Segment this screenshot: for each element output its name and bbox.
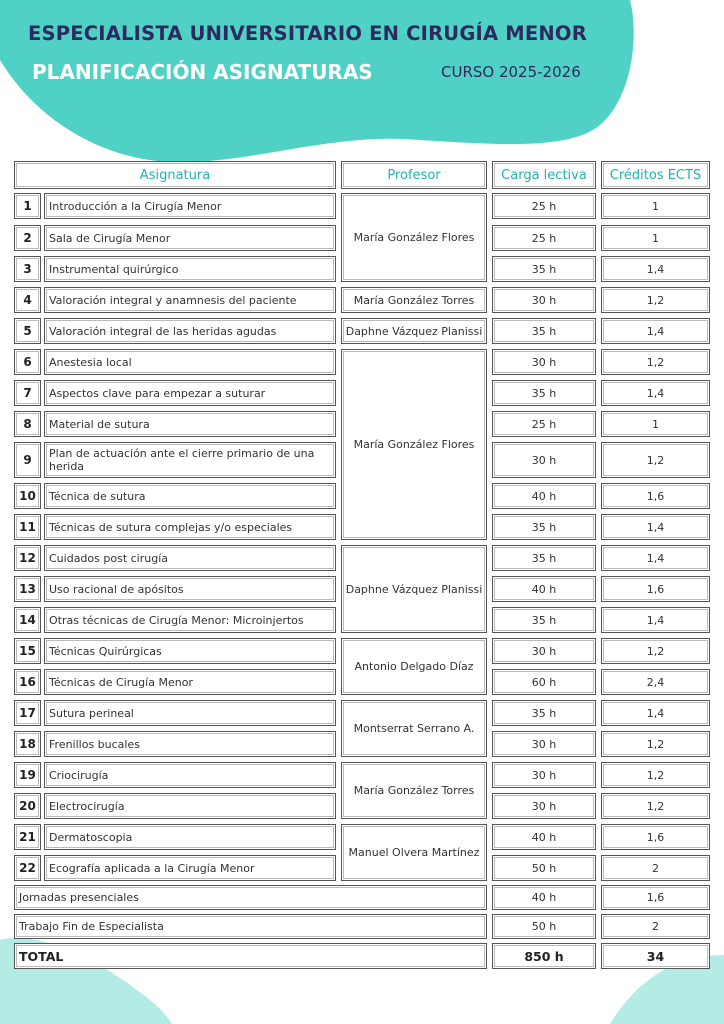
- row-number: 5: [14, 318, 41, 344]
- extra-label: Trabajo Fin de Especialista: [14, 914, 487, 939]
- subject-name: Plan de actuación ante el cierre primario de una herida: [44, 442, 336, 478]
- subject-name: Material de sutura: [44, 411, 336, 437]
- subject-name: Técnicas de sutura complejas y/o especiales: [44, 514, 336, 540]
- ects-cell: 1,2: [601, 762, 710, 788]
- subject-name: Técnicas Quirúrgicas: [44, 638, 336, 664]
- subject-name: Valoración integral y anamnesis del paciente: [44, 287, 336, 313]
- hours-cell: 40 h: [492, 885, 596, 910]
- hours-cell: 30 h: [492, 731, 596, 757]
- row-number: 8: [14, 411, 41, 437]
- ects-cell: 1,4: [601, 700, 710, 726]
- ects-cell: 1,4: [601, 514, 710, 540]
- hours-cell: 30 h: [492, 287, 596, 313]
- row-number: 13: [14, 576, 41, 602]
- row-number: 18: [14, 731, 41, 757]
- subject-name: Uso racional de apósitos: [44, 576, 336, 602]
- column-header: Créditos ECTS: [601, 161, 710, 189]
- hours-cell: 35 h: [492, 607, 596, 633]
- hours-cell: 35 h: [492, 700, 596, 726]
- subject-name: Electrocirugía: [44, 793, 336, 819]
- hours-cell: 30 h: [492, 762, 596, 788]
- row-number: 10: [14, 483, 41, 509]
- subject-name: Otras técnicas de Cirugía Menor: Microinjertos: [44, 607, 336, 633]
- total-ects: 34: [601, 943, 710, 969]
- course-label: CURSO 2025-2026: [441, 63, 581, 81]
- subject-name: Sutura perineal: [44, 700, 336, 726]
- hours-cell: 30 h: [492, 349, 596, 375]
- hours-cell: 40 h: [492, 576, 596, 602]
- professor-cell: Daphne Vázquez Planissi: [341, 545, 487, 633]
- hours-cell: 35 h: [492, 545, 596, 571]
- ects-cell: 1,2: [601, 793, 710, 819]
- ects-cell: 1,2: [601, 349, 710, 375]
- hours-cell: 35 h: [492, 514, 596, 540]
- total-label: TOTAL: [14, 943, 487, 969]
- row-number: 11: [14, 514, 41, 540]
- total-hours: 850 h: [492, 943, 596, 969]
- ects-cell: 1,4: [601, 380, 710, 406]
- hours-cell: 35 h: [492, 380, 596, 406]
- ects-cell: 1,4: [601, 318, 710, 344]
- ects-cell: 1: [601, 193, 710, 219]
- ects-cell: 1,6: [601, 483, 710, 509]
- row-number: 6: [14, 349, 41, 375]
- professor-cell: María González Flores: [341, 349, 487, 540]
- ects-cell: 1,6: [601, 576, 710, 602]
- professor-cell: María González Torres: [341, 287, 487, 313]
- ects-cell: 2,4: [601, 669, 710, 695]
- hours-cell: 30 h: [492, 638, 596, 664]
- professor-cell: Montserrat Serrano A.: [341, 700, 487, 757]
- subject-name: Introducción a la Cirugía Menor: [44, 193, 336, 219]
- ects-cell: 2: [601, 855, 710, 881]
- ects-cell: 1,6: [601, 885, 710, 910]
- hours-cell: 60 h: [492, 669, 596, 695]
- row-number: 20: [14, 793, 41, 819]
- subject-name: Técnicas de Cirugía Menor: [44, 669, 336, 695]
- ects-cell: 1,2: [601, 287, 710, 313]
- row-number: 16: [14, 669, 41, 695]
- row-number: 1: [14, 193, 41, 219]
- row-number: 21: [14, 824, 41, 850]
- row-number: 9: [14, 442, 41, 478]
- hours-cell: 30 h: [492, 442, 596, 478]
- row-number: 19: [14, 762, 41, 788]
- column-header: Asignatura: [14, 161, 336, 189]
- row-number: 3: [14, 256, 41, 282]
- hours-cell: 50 h: [492, 914, 596, 939]
- hours-cell: 40 h: [492, 483, 596, 509]
- row-number: 15: [14, 638, 41, 664]
- subject-name: Cuidados post cirugía: [44, 545, 336, 571]
- professor-cell: María González Torres: [341, 762, 487, 819]
- professor-cell: Antonio Delgado Díaz: [341, 638, 487, 695]
- subject-name: Sala de Cirugía Menor: [44, 225, 336, 251]
- hours-cell: 35 h: [492, 256, 596, 282]
- subject-name: Valoración integral de las heridas agudas: [44, 318, 336, 344]
- ects-cell: 1,2: [601, 638, 710, 664]
- row-number: 12: [14, 545, 41, 571]
- subject-name: Técnica de sutura: [44, 483, 336, 509]
- hours-cell: 30 h: [492, 793, 596, 819]
- ects-cell: 1,4: [601, 545, 710, 571]
- column-header: Carga lectiva: [492, 161, 596, 189]
- ects-cell: 2: [601, 914, 710, 939]
- hours-cell: 25 h: [492, 225, 596, 251]
- subject-name: Aspectos clave para empezar a suturar: [44, 380, 336, 406]
- professor-cell: Manuel Olvera Martínez: [341, 824, 487, 881]
- subject-name: Instrumental quirúrgico: [44, 256, 336, 282]
- professor-cell: María González Flores: [341, 193, 487, 282]
- row-number: 7: [14, 380, 41, 406]
- main-title: ESPECIALISTA UNIVERSITARIO EN CIRUGÍA MENOR: [28, 22, 587, 45]
- ects-cell: 1,4: [601, 256, 710, 282]
- professor-cell: Daphne Vázquez Planissi: [341, 318, 487, 344]
- ects-cell: 1,4: [601, 607, 710, 633]
- extra-label: Jornadas presenciales: [14, 885, 487, 910]
- hours-cell: 50 h: [492, 855, 596, 881]
- row-number: 2: [14, 225, 41, 251]
- subject-name: Anestesia local: [44, 349, 336, 375]
- column-header: Profesor: [341, 161, 487, 189]
- hours-cell: 35 h: [492, 318, 596, 344]
- ects-cell: 1,2: [601, 442, 710, 478]
- ects-cell: 1,2: [601, 731, 710, 757]
- subject-name: Frenillos bucales: [44, 731, 336, 757]
- hours-cell: 40 h: [492, 824, 596, 850]
- subject-name: Dermatoscopia: [44, 824, 336, 850]
- hours-cell: 25 h: [492, 411, 596, 437]
- ects-cell: 1: [601, 225, 710, 251]
- row-number: 4: [14, 287, 41, 313]
- row-number: 22: [14, 855, 41, 881]
- subtitle: PLANIFICACIÓN ASIGNATURAS: [32, 60, 373, 84]
- row-number: 14: [14, 607, 41, 633]
- hours-cell: 25 h: [492, 193, 596, 219]
- ects-cell: 1: [601, 411, 710, 437]
- ects-cell: 1,6: [601, 824, 710, 850]
- subject-name: Criocirugía: [44, 762, 336, 788]
- row-number: 17: [14, 700, 41, 726]
- subject-name: Ecografía aplicada a la Cirugía Menor: [44, 855, 336, 881]
